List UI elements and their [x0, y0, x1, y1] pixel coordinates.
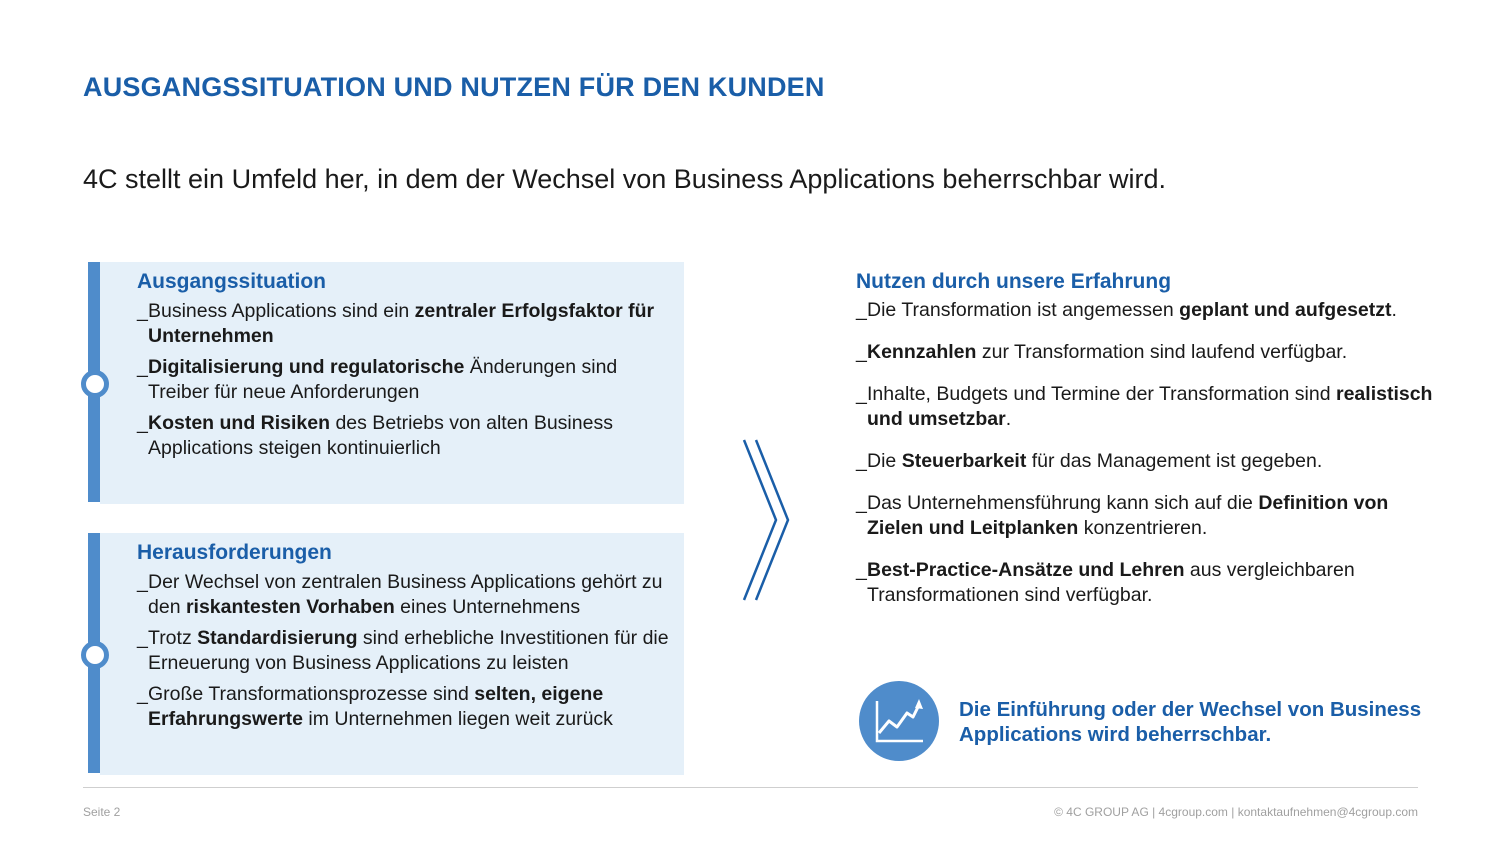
- list-item: _ Die Steuerbarkeit für das Management ist gegeben.: [856, 450, 1323, 472]
- challenges-list: [137, 570, 677, 732]
- list-item: _ Trotz Standardisierung sind erhebliche Investitionen für die Erneuerung von Business Applications zu leisten: [137, 627, 669, 674]
- situation-timeline-node: [81, 370, 109, 398]
- situation-heading: Ausgangssituation: [137, 270, 327, 293]
- list-item: _ Business Applications sind ein zentraler Erfolgsfaktor für Unternehmen: [137, 300, 655, 347]
- footer-contact: © 4C GROUP AG | 4cgroup.com | kontaktaufnehmen@4cgroup.com: [1054, 805, 1418, 819]
- list-item: _ Inhalte, Budgets und Termine der Transformation sind realistisch und umsetzbar.: [856, 383, 1433, 430]
- list-item: _ Best-Practice-Ansätze und Lehren aus vergleichbaren Transformationen sind verfügbar.: [856, 559, 1355, 606]
- challenges-content: [137, 541, 677, 738]
- chevron-right-icon: [738, 436, 798, 606]
- challenges-timeline-node: [81, 641, 109, 669]
- list-item: _ Kosten und Risiken des Betriebs von alten Business Applications steigen kontinuierlich: [137, 412, 613, 459]
- page-subtitle: 4C stellt ein Umfeld her, in dem der Wechsel von Business Applications beherrschbar wird.: [83, 164, 1167, 194]
- list-item: _ Kennzahlen zur Transformation sind laufend verfügbar.: [856, 341, 1348, 363]
- list-item: _ Digitalisierung und regulatorische Änderungen sind Treiber für neue Anforderungen: [137, 356, 618, 403]
- list-item: _ Große Transformationsprozesse sind selten, eigene Erfahrungswerte im Unternehmen liegen weit zurück: [137, 683, 613, 730]
- list-item: _ Die Transformation ist angemessen geplant und aufgesetzt.: [856, 299, 1397, 321]
- growth-chart-icon: [859, 681, 939, 761]
- list-item: _ Das Unternehmensführung kann sich auf die Definition von Zielen und Leitplanken konzentrieren.: [856, 492, 1389, 539]
- benefits-list: [856, 298, 1436, 625]
- page-number: Seite 2: [83, 805, 121, 819]
- situation-content: [137, 270, 677, 467]
- benefits-heading: Nutzen durch unsere Erfahrung: [856, 270, 1172, 293]
- list-item: _ Der Wechsel von zentralen Business Applications gehört zu den riskantesten Vorhaben eines Unternehmens: [137, 571, 663, 618]
- page-title: AUSGANGSSITUATION UND NUTZEN FÜR DEN KUNDEN: [83, 72, 825, 102]
- situation-list: [137, 299, 677, 461]
- footer-divider: [83, 787, 1418, 788]
- conclusion-text: Die Einführung oder der Wechsel von Business Applications wird beherrschbar.: [959, 698, 1422, 746]
- challenges-heading: Herausforderungen: [137, 541, 332, 564]
